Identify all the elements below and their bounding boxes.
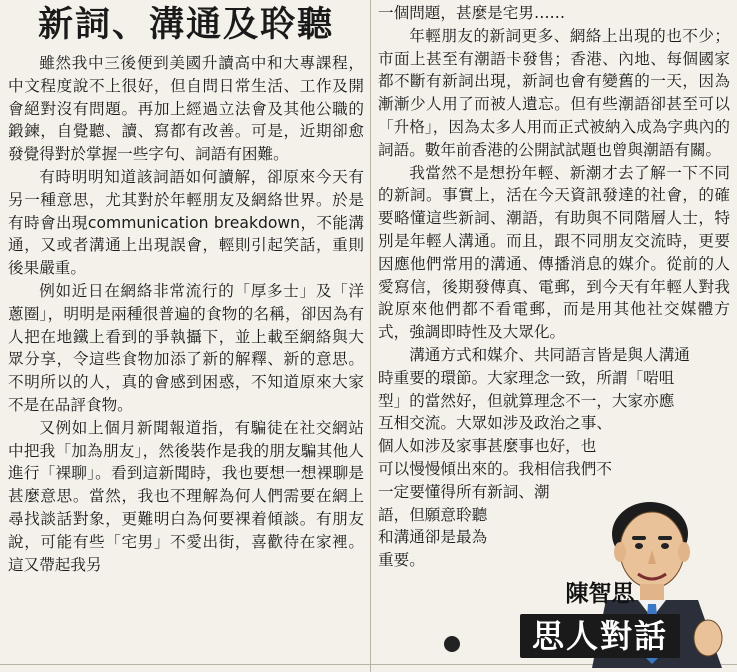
paragraph: 例如近日在網絡非常流行的「厚多士」及「洋蔥圈」，明明是兩種很普遍的食物的名稱，卻因為有人把在地鐵上看到的爭執攝下，並上載至網絡與大眾分享，令這些食物加添了新的解釋、新的意思。不明所以的人，真的會感到困惑，不知道原來大家不是在品評食物。 xyxy=(8,281,364,414)
line: 和溝通卻是最為 xyxy=(378,528,488,547)
paragraph-continued: 一個問題，甚麼是宅男…… xyxy=(378,4,566,22)
line: 個人如涉及家事甚麼事也好，也 xyxy=(378,437,597,456)
line: 重要。 xyxy=(378,551,425,570)
left-column xyxy=(8,52,364,576)
paragraph: 雖然我中三後便到美國升讀高中和大專課程，中文程度說不上很好，但自問日常生活、工作及開會絕對沒有問題。再加上經過立法會及其他公職的鍛鍊，自覺聽、讀、寫都有改善。可是，近期卻愈發覺得對於掌握一些字句、詞語有困難。 xyxy=(8,54,364,164)
headline: 新詞、溝通及聆聽 xyxy=(37,5,334,45)
end-mark-icon xyxy=(444,636,460,652)
line: 互相交流。大眾如涉及政治之事、 xyxy=(378,414,612,433)
paragraph: 年輕朋友的新詞更多、網絡上出現的也不少；市面上甚至有潮語卡發售；香港、內地、每個國家都不斷有新詞出現，新詞也會有變舊的一天，因為漸漸少人用了而被人遺忘。但有些潮語卻甚至可以「升格」，因為太多人用而正式被納入成為字典內的詞語。數年前香港的公開試試題也曾與潮語有關。 xyxy=(378,26,730,159)
paragraph: 又例如上個月新聞報道指，有騙徒在社交網站中把我「加為朋友」，然後裝作是我的朋友騙其他人進行「裸聊」。看到這新聞時，我也要想一想裸聊是甚麼意思。當然，我也不理解為何人們需要在網上尋找談話對象，更難明白為何要裸着傾談。有朋友說，可能有些「宅男」不愛出街，喜歡待在家裡。這又帶起我另 xyxy=(8,418,364,574)
paragraph: 我當然不是想扮年輕、新潮才去了解一下不同的新詞。事實上，活在今天資訊發達的社會，的確要略懂這些新詞、潮語，有助與不同階層人士，特別是年輕人溝通。而且，跟不同朋友交流時，更要因應他們常用的溝通、傳播消息的媒介。從前的人愛寫信，後期發傳真、電郵，到今天有年輕人對我說原來他們都不看電郵，而是用其他社交媒體方式，強調即時性及大眾化。 xyxy=(378,163,730,342)
line: 溝通方式和媒介、共同語言皆是與人溝通 xyxy=(409,345,690,364)
column-divider xyxy=(370,0,371,672)
line: 可以慢慢傾出來的。我相信我們不 xyxy=(378,459,612,478)
line: 語，但願意聆聽 xyxy=(378,505,488,524)
line: 型」的當然好，但就算理念不一，大家亦應 xyxy=(378,391,675,410)
line: 時重要的環節。大家理念一致，所謂「啱咀 xyxy=(378,368,675,387)
column-title: 思人對話 xyxy=(520,614,680,658)
author-byline: 陳智思 xyxy=(565,581,635,607)
line: 一定要懂得所有新詞、潮 xyxy=(378,482,550,501)
paragraph: 有時明明知道該詞語如何讀解，卻原來今天有另一種意思，尤其對於年輕朋友及網絡世界。於是有時會出現communication breakdown，不能溝通，又或者溝通上出現誤會，輕則引起笑話，重則後果嚴重。 xyxy=(8,167,364,278)
right-column xyxy=(378,2,730,572)
